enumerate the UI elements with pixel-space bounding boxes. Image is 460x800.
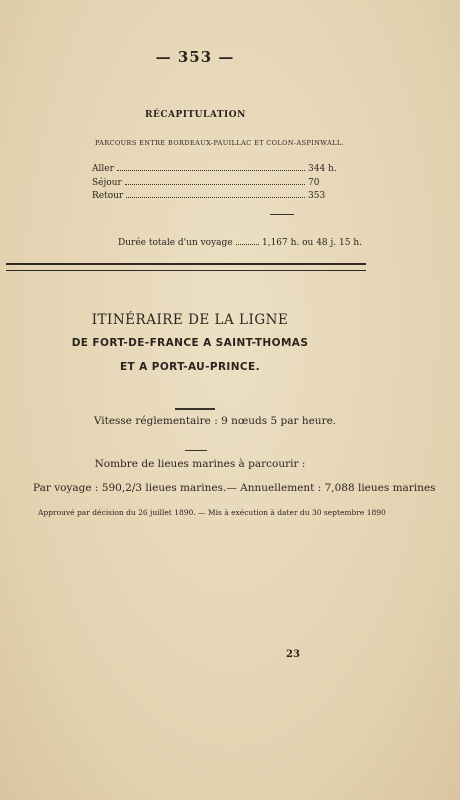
recap-row-aller [92, 164, 342, 174]
dot-leader [126, 191, 305, 198]
recap-row-value: 70 [308, 178, 320, 188]
recap-row-value: 344 h. [308, 164, 337, 174]
itinerary-line-2: DE FORT-DE-FRANCE A SAINT-THOMAS [71, 337, 309, 349]
recap-total [118, 238, 362, 248]
recap-title: RÉCAPITULATION [145, 110, 246, 120]
total-label: Durée totale d'un voyage [118, 238, 233, 248]
recap-row-label: Retour [92, 191, 124, 201]
ornament-rule [185, 450, 207, 451]
speed-text: Vitesse réglementaire : 9 nœuds 5 par heure. [93, 415, 337, 427]
dot-leader [125, 178, 305, 185]
dot-leader [236, 238, 259, 245]
approval-note: Approuvé par décision du 26 juillet 1890. — Mis à exécution à dater du 30 septembre 1890 [38, 508, 386, 517]
distance-heading: Nombre de lieues marines à parcourir : [94, 458, 306, 470]
itinerary-title: ITINÉRAIRE DE LA LIGNE [91, 312, 289, 328]
recap-row-label: Séjour [92, 178, 122, 188]
sum-rule [270, 214, 294, 215]
recap-row-value: 353 [308, 191, 326, 201]
itinerary-line-3: ET A PORT-AU-PRINCE. [119, 361, 260, 373]
recap-route: PARCOURS ENTRE BORDEAUX-PAUILLAC ET COLON-ASPINWALL. [95, 139, 345, 147]
section-divider [6, 263, 366, 271]
recap-row-sejour [92, 178, 342, 188]
footer-number: 23 [286, 649, 300, 660]
recap-row-label: Aller [92, 164, 114, 174]
page-number: — 353 — [155, 48, 235, 66]
ornament-rule [175, 408, 215, 410]
distance-values: Par voyage : 590,2/3 lieues marines.— Annuellement : 7,088 lieues marines [33, 482, 436, 494]
total-value: 1,167 h. ou 48 j. 15 h. [261, 238, 362, 248]
recap-row-retour [92, 191, 342, 201]
dot-leader [117, 164, 305, 171]
